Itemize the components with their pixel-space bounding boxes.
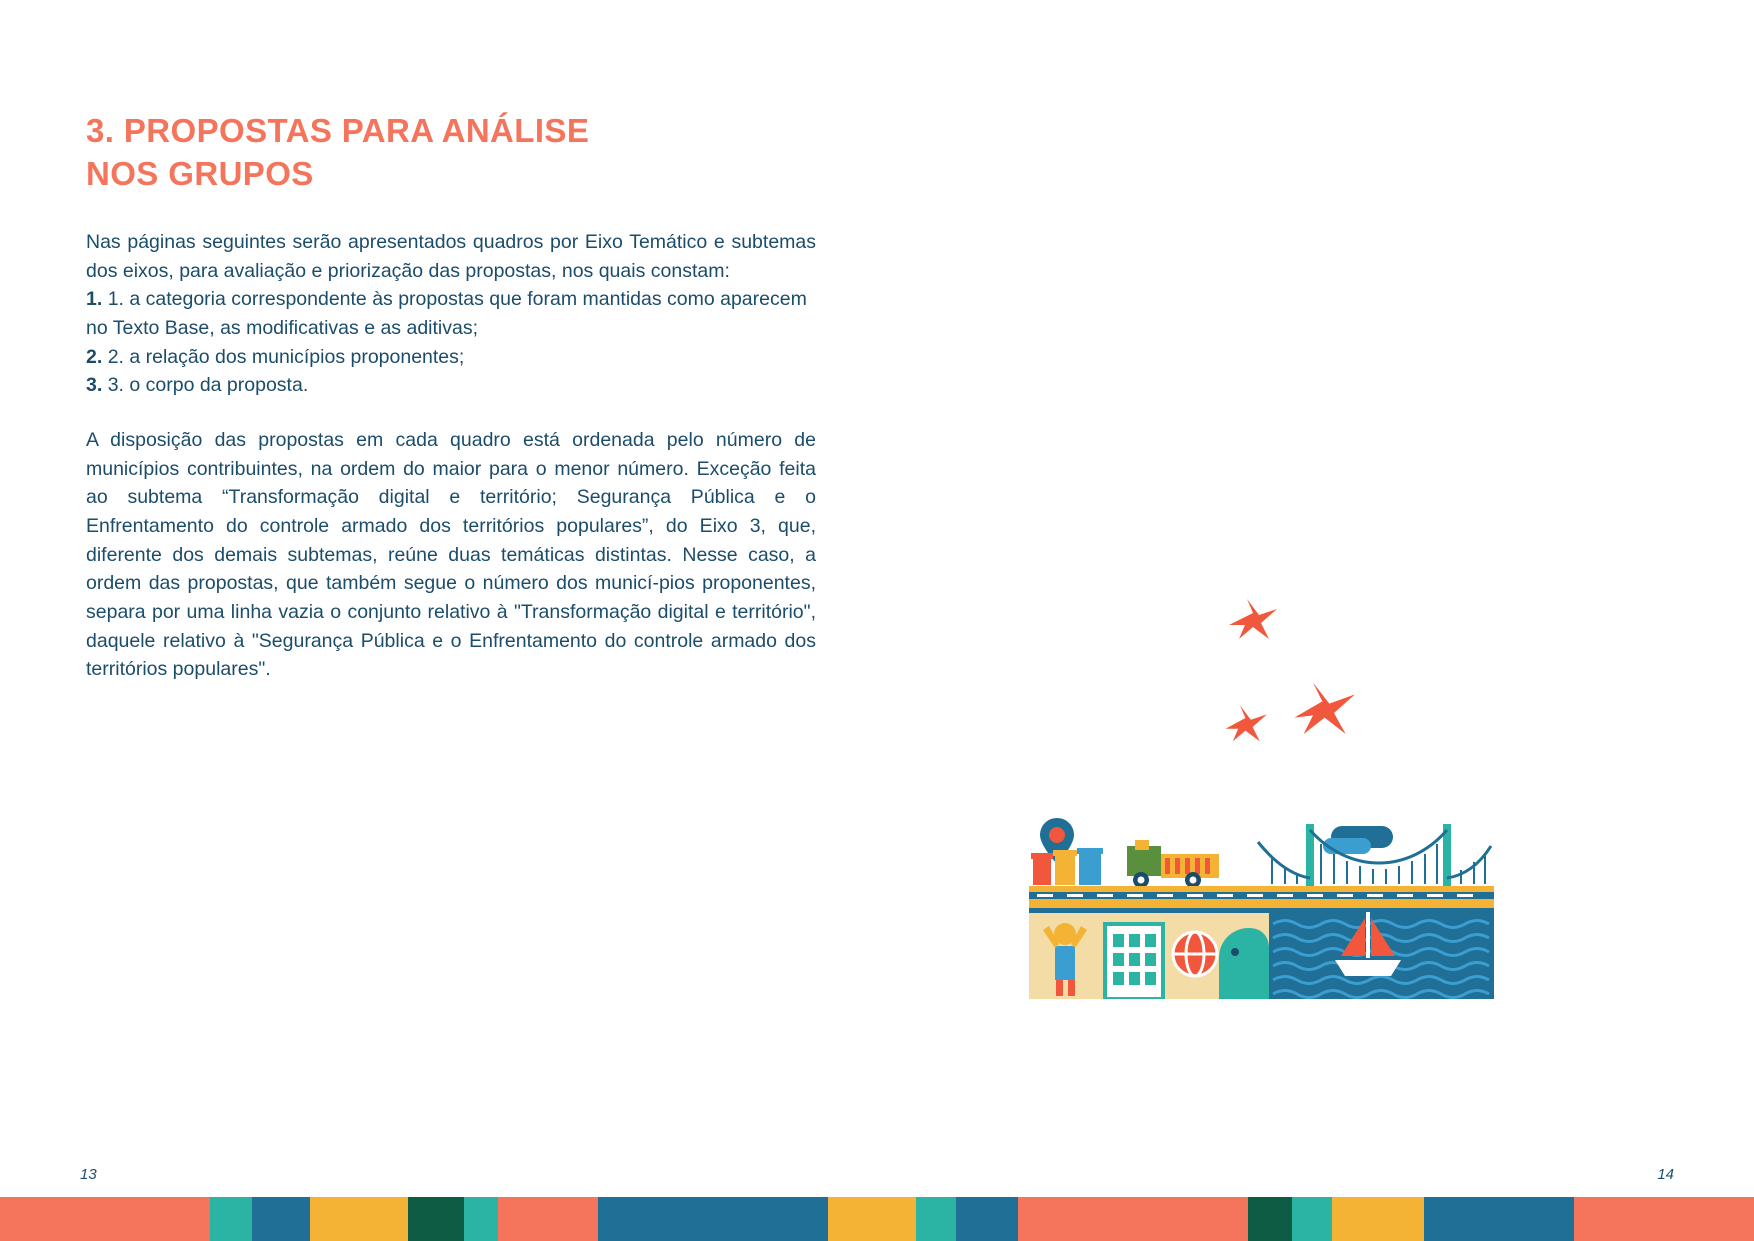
building-icon [1105,924,1163,999]
page-title [86,110,786,196]
list-marker-2: 2. [86,345,103,368]
footer-color-segment [598,1197,828,1241]
footer-color-segment [1292,1197,1332,1241]
globe-icon [1173,932,1217,976]
list-item-1-text: 1. a categoria correspondente às propostas que foram mantidas como aparecem no Texto Base, as modificativas e as aditivas; [86,288,807,339]
bird-icon [1292,678,1362,748]
footer-color-segment [1424,1197,1574,1241]
footer-color-segment [252,1197,310,1241]
paragraph-ordering: A disposição das propostas em cada quadro está ordenada pelo número de municípios contribuintes, na ordem do maior para o menor número. Exceção feita ao subtema “Transformação digital e território; Segurança Pública e o Enfrentamento do controle armado dos territórios populares”, do Eixo 3, que, diferente dos demais subtemas, reúne duas temáticas distintas. Nesse caso, a ordem das propostas, que também segue o número dos municí-pios proponentes, separa por uma linha vazia o conjunto relativo à "Transformação digital e território", daquele relativo à "Segurança Pública e o Enfrentamento do controle armado dos territórios populares". [86,428,816,681]
list-marker-3: 3. [86,374,103,397]
right-page [877,0,1754,1241]
footer-color-segment [310,1197,408,1241]
paragraph-intro: Nas páginas seguintes serão apresentados quadros por Eixo Temático e subtemas dos eixos, para avaliação e priorização das propostas, nos quais constam: [86,231,816,282]
list-item-2 [86,343,816,372]
head-profile-icon [1219,928,1269,999]
page-title-line-1: 3. PROPOSTAS PARA ANÁLISE [86,112,590,149]
footer-color-segment [498,1197,598,1241]
footer-color-segment [828,1197,916,1241]
list-item-3 [86,371,816,400]
footer-color-segment [1248,1197,1292,1241]
bird-icon [1225,595,1285,655]
city-illustration [1029,812,1494,999]
footer-color-segment [464,1197,498,1241]
bird-icon [1222,700,1276,754]
list-item-2-text: 2. a relação dos municípios proponentes; [107,345,465,368]
footer-color-segment [210,1197,252,1241]
body-text-column [86,228,816,684]
footer-color-segment [408,1197,464,1241]
list-marker-1: 1. [86,288,103,311]
folio-right: 14 [1657,1166,1674,1183]
list-item-3-text: 3. o corpo da proposta. [107,374,309,397]
page-title-line-2: NOS GRUPOS [86,154,314,192]
footer-color-segment [956,1197,1018,1241]
folio-left: 13 [80,1166,97,1183]
footer-color-segment [1332,1197,1424,1241]
footer-color-bar [0,1197,1754,1241]
paragraph-spacer [86,400,816,426]
footer-color-segment [0,1197,210,1241]
list-item-1 [86,285,816,342]
footer-color-segment [1018,1197,1248,1241]
footer-color-segment [916,1197,956,1241]
footer-color-segment [1574,1197,1754,1241]
recycling-bins-icon [1031,848,1103,885]
